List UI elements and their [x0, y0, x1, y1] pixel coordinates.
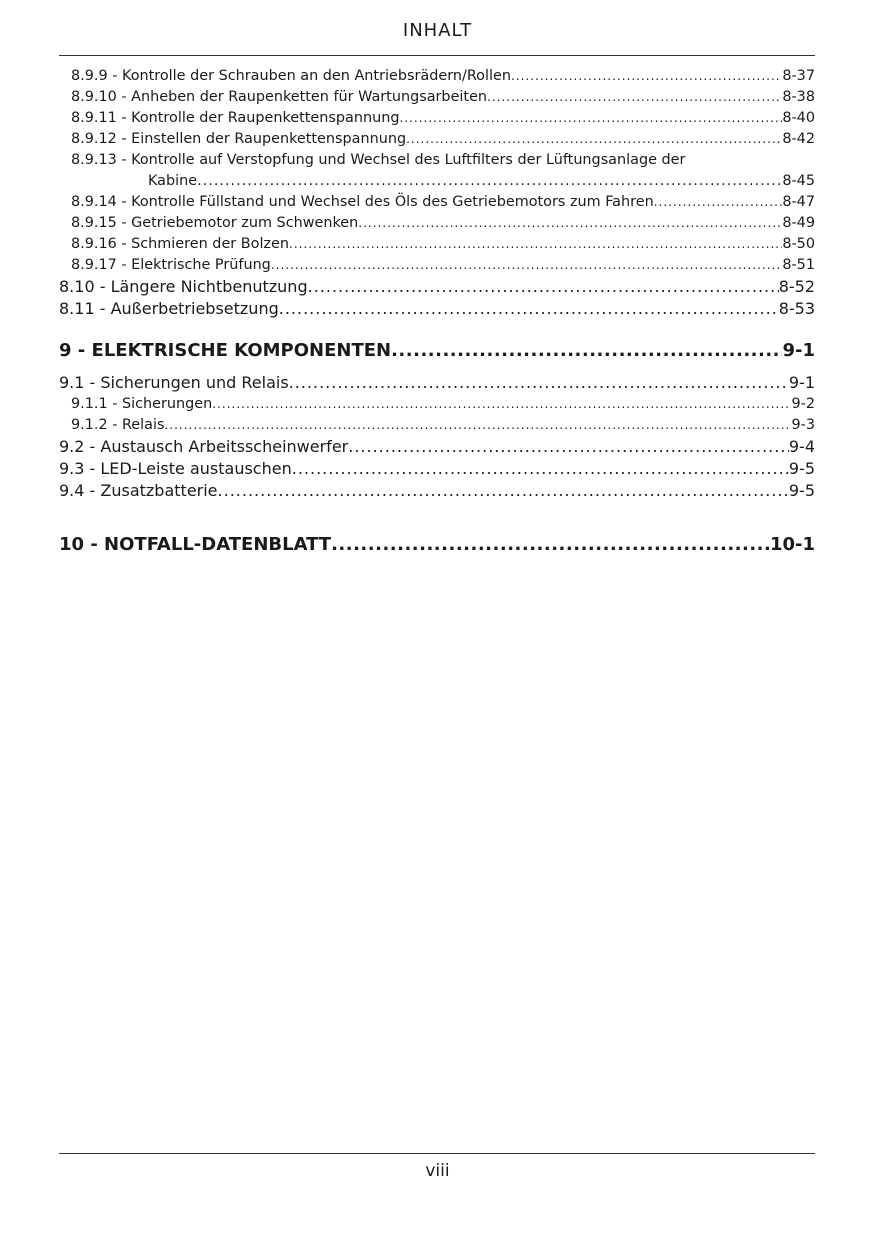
toc-entry-label: 8.9.16 - Schmieren der Bolzen — [71, 236, 289, 252]
toc-entry-label: 8.9.10 - Anheben der Raupenketten für Wartungsarbeiten — [71, 89, 488, 105]
toc-entry-page: 8-45 — [782, 173, 815, 189]
toc-entry-8-9-14[interactable] — [59, 192, 815, 213]
toc-entry-page: 8-37 — [782, 68, 815, 84]
toc-entry-page: 8-42 — [782, 131, 815, 147]
dot-leader — [399, 108, 782, 129]
toc-entry-label: 9.1 - Sicherungen und Relais — [59, 373, 289, 392]
toc-entry-page: 9-1 — [788, 373, 815, 392]
toc-entry-label: 8.9.9 - Kontrolle der Schrauben an den Antriebsrädern/Rollen — [71, 68, 511, 84]
toc-entry-label: 8.9.15 - Getriebemotor zum Schwenken — [71, 215, 359, 231]
toc-entry-label: 9.1.1 - Sicherungen — [71, 396, 213, 412]
toc-entry-8-9-17[interactable] — [59, 255, 815, 276]
toc-entry-8-9-11[interactable] — [59, 108, 815, 129]
toc-entry-page: 9-2 — [791, 396, 815, 412]
toc-entry-page: 8-53 — [778, 299, 815, 318]
toc-entry-page: 8-38 — [782, 89, 815, 105]
toc-entry-page: 8-50 — [782, 236, 815, 252]
toc-chapter-page: 9-1 — [782, 340, 815, 361]
toc-entry-8-9-16[interactable] — [59, 234, 815, 255]
dot-leader — [164, 415, 791, 436]
toc-entry-9-1-1[interactable] — [59, 394, 815, 415]
toc-entry-8-9-10[interactable] — [59, 87, 815, 108]
page-header-title: INHALT — [402, 20, 473, 41]
dot-leader — [279, 298, 779, 320]
table-of-contents — [59, 66, 815, 560]
toc-entry-label: 8.9.17 - Elektrische Prüfung — [71, 257, 271, 273]
dot-leader — [218, 480, 789, 502]
dot-leader — [654, 192, 783, 213]
toc-chapter-page: 10-1 — [769, 534, 815, 555]
toc-entry-page: 8-40 — [782, 110, 815, 126]
dot-leader — [406, 129, 782, 150]
dot-leader — [289, 234, 782, 255]
dot-leader — [348, 436, 789, 458]
toc-entry-label: Kabine — [148, 173, 198, 189]
dot-leader — [391, 336, 782, 366]
toc-entry-8-9-13-line2[interactable] — [59, 171, 815, 192]
toc-entry-9-1[interactable] — [59, 372, 815, 394]
dot-leader — [331, 530, 770, 560]
toc-entry-8-9-13-line1[interactable] — [59, 150, 815, 171]
toc-entry-8-11[interactable] — [59, 298, 815, 320]
toc-entry-8-9-15[interactable] — [59, 213, 815, 234]
toc-entry-page: 9-5 — [788, 459, 815, 478]
dot-leader — [289, 372, 789, 394]
toc-chapter-label: 9 - ELEKTRISCHE KOMPONENTEN — [59, 340, 392, 361]
toc-entry-8-9-9[interactable] — [59, 66, 815, 87]
dot-leader — [358, 213, 782, 234]
toc-entry-label: 8.10 - Längere Nichtbenutzung — [59, 277, 308, 296]
toc-entry-label: 8.9.14 - Kontrolle Füllstand und Wechsel des Öls des Getriebemotors zum Fahren — [71, 194, 654, 210]
toc-entry-label: 8.11 - Außerbetriebsetzung — [59, 299, 279, 318]
footer-divider — [59, 1153, 815, 1154]
dot-leader — [308, 276, 779, 298]
toc-entry-label: 9.2 - Austausch Arbeitsscheinwerfer — [59, 437, 349, 456]
dot-leader — [292, 458, 789, 480]
toc-entry-8-9-12[interactable] — [59, 129, 815, 150]
dot-leader — [487, 87, 782, 108]
toc-entry-9-3[interactable] — [59, 458, 815, 480]
toc-entry-page: 8-47 — [782, 194, 815, 210]
toc-entry-label: 9.3 - LED-Leiste austauschen — [59, 459, 292, 478]
toc-entry-page: 9-3 — [791, 417, 815, 433]
spacer — [59, 320, 815, 336]
toc-chapter-label: 10 - NOTFALL-DATENBLATT — [59, 534, 332, 555]
toc-entry-label: 8.9.11 - Kontrolle der Raupenkettenspannung — [71, 110, 400, 126]
dot-leader — [271, 255, 783, 276]
toc-chapter-10[interactable] — [59, 530, 815, 560]
toc-entry-9-2[interactable] — [59, 436, 815, 458]
toc-entry-page: 8-52 — [778, 277, 815, 296]
toc-entry-page: 8-49 — [782, 215, 815, 231]
toc-entry-8-10[interactable] — [59, 276, 815, 298]
header-divider — [59, 55, 815, 56]
toc-entry-9-1-2[interactable] — [59, 415, 815, 436]
toc-entry-page: 8-51 — [782, 257, 815, 273]
toc-entry-page: 9-4 — [788, 437, 815, 456]
toc-entry-label: 8.9.12 - Einstellen der Raupenkettenspannung — [71, 131, 407, 147]
spacer — [59, 502, 815, 530]
toc-chapter-9[interactable] — [59, 336, 815, 366]
toc-entry-label: 8.9.13 - Kontrolle auf Verstopfung und Wechsel des Luftfilters der Lüftungsanlage der — [71, 152, 686, 168]
toc-entry-page: 9-5 — [788, 481, 815, 500]
toc-entry-label: 9.1.2 - Relais — [71, 417, 165, 433]
toc-entry-label: 9.4 - Zusatzbatterie — [59, 481, 218, 500]
toc-entry-9-4[interactable] — [59, 480, 815, 502]
page-number: viii — [425, 1161, 450, 1181]
dot-leader — [197, 171, 782, 192]
dot-leader — [511, 66, 782, 87]
dot-leader — [212, 394, 791, 415]
